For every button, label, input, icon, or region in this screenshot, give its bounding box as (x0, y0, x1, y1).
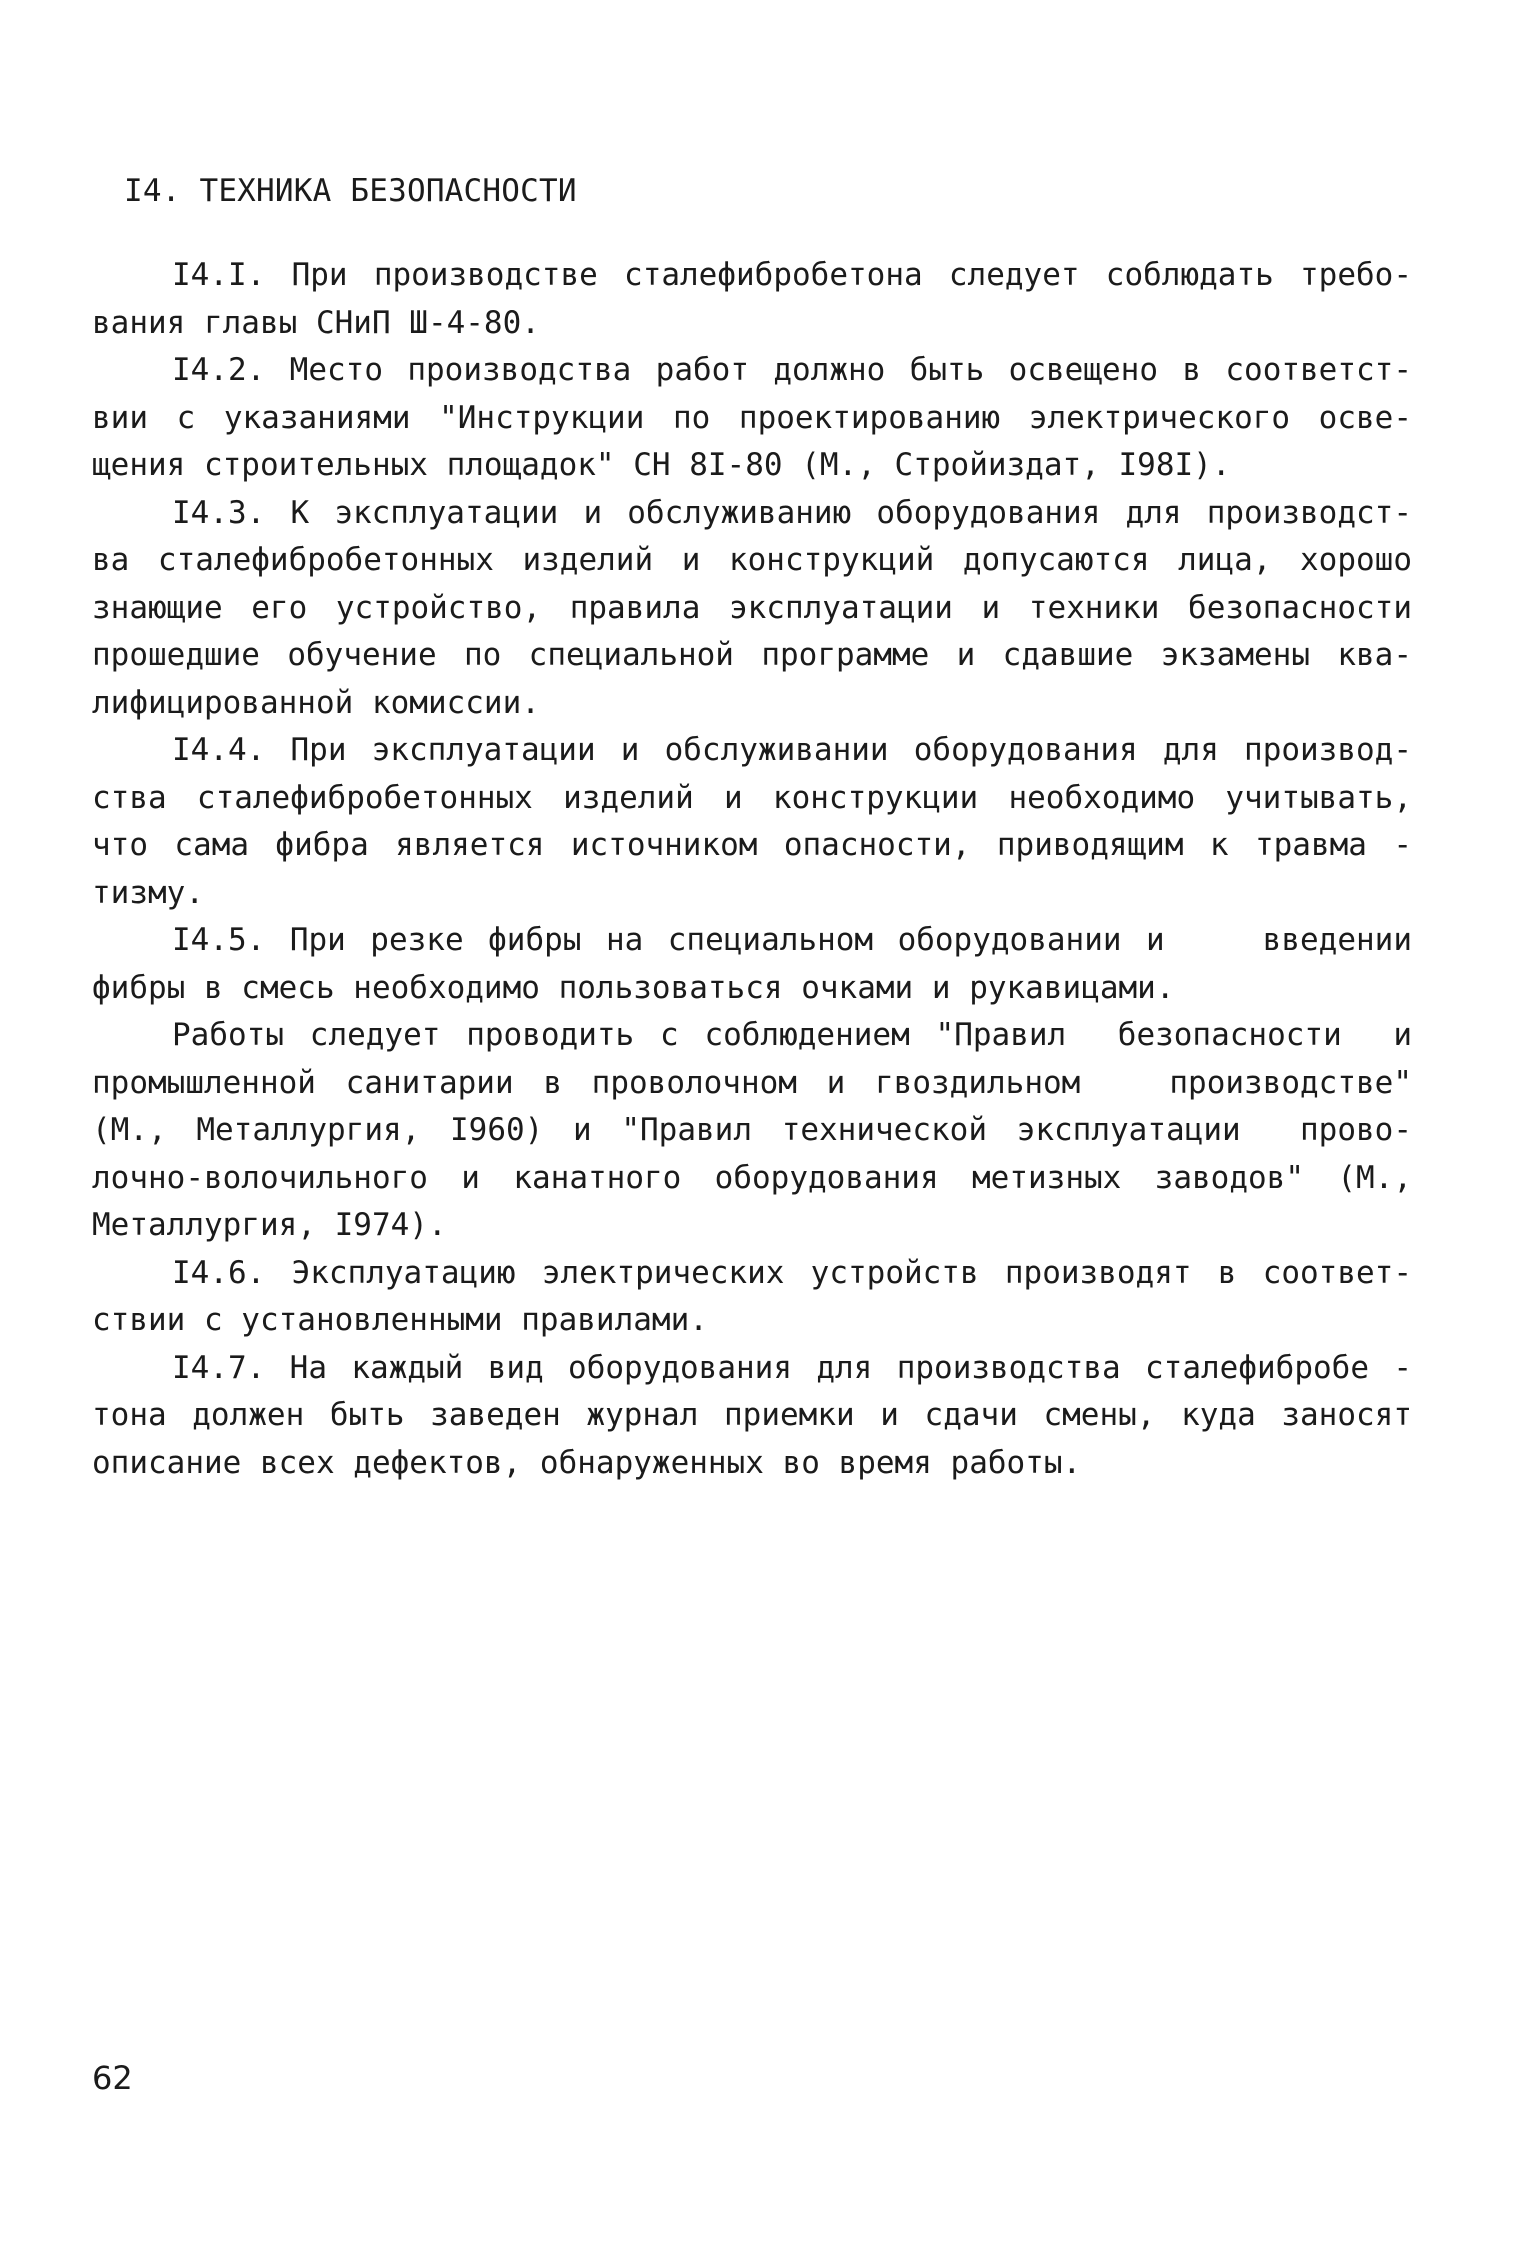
text-line: вии с указаниями "Инструкции по проектированию электрического осве- (92, 399, 1412, 436)
text-line: тона должен быть заведен журнал приемки и сдачи смены, куда заносят (92, 1397, 1412, 1433)
paragraph-14-3 (92, 490, 1412, 728)
paragraph-14-7 (92, 1345, 1412, 1488)
text-line: лифицированной комиссии. (92, 684, 540, 721)
text-line: что сама фибра является источником опасности, приводящим к травма - (92, 827, 1412, 863)
text-line: лочно-волочильного и канатного оборудования метизных заводов" (М., (92, 1159, 1412, 1196)
text-line: (М., Металлургия, I960) и "Правил технической эксплуатации прово- (92, 1112, 1412, 1148)
text-line: I4.3. К эксплуатации и обслуживанию оборудования для производст- (172, 494, 1412, 531)
text-line: Работы следует проводить с соблюдением "Правил безопасности и (172, 1017, 1412, 1053)
paragraph-14-5 (92, 917, 1412, 1012)
text-line: I4.5. При резке фибры на специальном оборудовании и введении (172, 922, 1412, 958)
text-line: I4.I. При производстве сталефибробетона следует соблюдать требо- (172, 257, 1412, 293)
paragraph-14-2 (92, 347, 1412, 490)
section-heading: I4. ТЕХНИКА БЕЗОПАСНОСТИ (124, 173, 577, 209)
text-line: Металлургия, I974). (92, 1207, 447, 1243)
paragraph-14-1 (92, 252, 1412, 347)
text-line: I4.7. На каждый вид оборудования для производства сталефибробе - (172, 1349, 1412, 1386)
text-line: ва сталефибробетонных изделий и конструкций допусаются лица, хорошо (92, 542, 1412, 578)
text-line: ства сталефибробетонных изделий и конструкции необходимо учитывать, (92, 779, 1412, 816)
paragraph-14-6 (92, 1250, 1412, 1345)
text-line: фибры в смесь необходимо пользоваться очками и рукавицами. (92, 969, 1175, 1006)
paragraph-14-4 (92, 727, 1412, 917)
page-number: 62 (92, 2059, 133, 2097)
body-text (92, 252, 1412, 1487)
text-line: вания главы СНиП Ш-4-80. (92, 304, 540, 341)
text-line: щения строительных площадок" СН 8I-80 (М., Стройиздат, I98I). (92, 447, 1231, 483)
text-line: тизму. (92, 874, 204, 911)
text-line: знающие его устройство, правила эксплуатации и техники безопасности (92, 589, 1412, 626)
text-line: I4.6. Эксплуатацию электрических устройств производят в соответ- (172, 1254, 1412, 1291)
text-line: ствии с установленными правилами. (92, 1302, 708, 1338)
text-line: описание всех дефектов, обнаруженных во время работы. (92, 1444, 1082, 1481)
text-line: промышленной санитарии в проволочном и гвоздильном производстве" (92, 1064, 1412, 1101)
paragraph-works-rules (92, 1012, 1412, 1250)
text-line: прошедшие обучение по специальной программе и сдавшие экзамены ква- (92, 637, 1412, 673)
text-line: I4.4. При эксплуатации и обслуживании оборудования для производ- (172, 732, 1412, 768)
text-line: I4.2. Место производства работ должно быть освещено в соответст- (172, 352, 1412, 388)
